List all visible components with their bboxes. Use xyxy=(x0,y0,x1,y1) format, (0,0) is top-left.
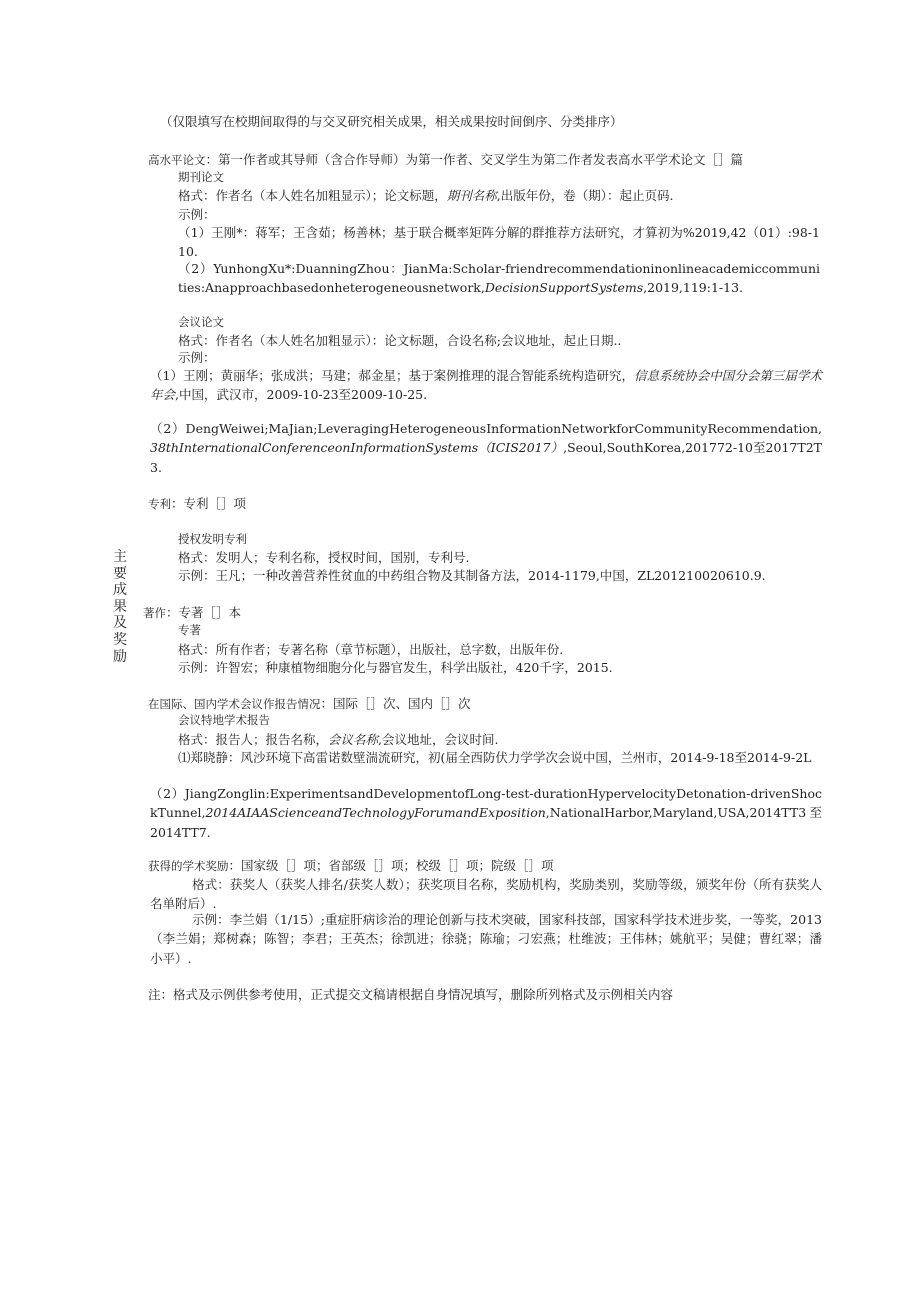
monographs-example: 示例：许智宏；种康植物细胞分化与器官发生，科学出版社，420千字，2015. xyxy=(178,660,613,675)
journal-example-2-italic: DecisionSupportSystems xyxy=(484,280,644,296)
journal-example-2-text: （2）YunhongXu*:DuanningZhou：JianMa:Scholar-friendrecommendationinonlineacademiccommunities:Anapproachbasedonheterogeneousnetwork, xyxy=(178,261,820,296)
papers-heading xyxy=(148,150,828,170)
reports-example-2-text: （2）JiangZonglin:ExperimentsandDevelopmentofLong-test-durationHypervelocityDetonation-drivenShockTunnel, xyxy=(150,786,822,821)
monographs-subheading: 专著 xyxy=(178,623,201,637)
reports-example-2-tail: ,NationalHarbor,Maryland,USA,2014TT3至2014TT7. xyxy=(150,805,822,840)
patents-heading xyxy=(148,494,790,514)
awards-heading xyxy=(148,856,790,876)
reports-example-2 xyxy=(150,784,822,842)
journal-format xyxy=(178,186,820,205)
patents-heading-text: ：专利［］项 xyxy=(171,496,247,511)
awards-heading-text: ：国家级［］项；省部级［］项；校级［］项；院级［］项 xyxy=(228,858,554,873)
reports-example-1: ⑴郑晓静：风沙环境下高雷诺数壁湍流研究，初(届全西防伏力学学次会说中国，兰州市，2014-9-18至2014-9-2L xyxy=(178,750,812,765)
monographs-heading-label: 著作 xyxy=(143,606,166,620)
reports-heading xyxy=(148,694,790,714)
conference-example-1-italic: 信息系统协会中国分会第三届学术年会 xyxy=(150,368,822,403)
conference-format: 格式：作者名（本人姓名加粗显示）：论文标题，合设名称;会议地址，起止日期.. xyxy=(178,333,622,348)
journal-subheading: 期刊论文 xyxy=(178,170,224,184)
conference-example-2 xyxy=(150,419,822,477)
reports-heading-label: 在国际、国内学术会议作报告情况 xyxy=(148,697,321,711)
journal-example-label: 示例： xyxy=(178,207,216,222)
patents-format: 格式：发明人；专利名称，授权时间，国别，专利号. xyxy=(178,550,470,565)
awards-heading-label: 获得的学术奖励 xyxy=(148,859,229,873)
monographs-format: 格式：所有作者；专著名称（章节标题），出版社，总字数，出版年份. xyxy=(178,642,564,657)
journal-format-italic: 期刊名称 xyxy=(446,188,497,203)
reports-subheading: 会议特地学术报告 xyxy=(178,713,270,727)
conference-subheading: 会议论文 xyxy=(178,315,224,329)
intro-note: （仅限填写在校期间取得的与交叉研究相关成果，相关成果按时间倒序、分类排序） xyxy=(160,114,623,129)
journal-example-2-tail: ,2019,119:1-13. xyxy=(643,280,744,296)
monographs-heading xyxy=(143,603,785,623)
journal-format-tail: ,出版年份，卷（期）：起止页码. xyxy=(496,188,674,203)
reports-example-2-italic: 2014AIAAScienceandTechnologyForumandExposition xyxy=(205,805,546,821)
side-label: 主要成果及奖励 xyxy=(113,549,127,665)
reports-format-text: 格式：报告人；报告名称， xyxy=(178,732,329,747)
journal-example-2 xyxy=(178,259,820,298)
conference-example-1 xyxy=(150,366,822,405)
awards-example: 示例：李兰娟（1/15）;重症肝病诊治的理论创新与技术突破，国家科技部，国家科学技术进步奖，一等奖，2013（李兰娟；郑树森；陈智；李君；王英杰；徐凯进；徐骁；陈瑜；刁宏燕；杜维波；王伟林；姚航平；吴健；曹红翠；潘小平）. xyxy=(150,912,822,966)
conference-example-1-tail: ,中国，武汉市，2009-10-23至2009-10-25. xyxy=(175,387,428,403)
patents-example: 示例：王凡；一种改善营养性贫血的中药组合物及其制备方法，2014-1179,中国，ZL201210020610.9. xyxy=(178,568,766,583)
papers-heading-label: 高水平论文 xyxy=(148,153,206,167)
reports-format xyxy=(178,730,820,749)
papers-heading-text: ：第一作者或其导师（含合作导师）为第一作者、交叉学生为第二作者发表高水平学术论文［］篇 xyxy=(205,152,744,167)
conference-example-1-text: （1）王刚；黄丽华；张成洪；马建；郝金星；基于案例推理的混合智能系统构造研究， xyxy=(150,368,635,383)
reports-heading-text: ：国际［］次、国内［］次 xyxy=(320,696,471,711)
patents-heading-label: 专利 xyxy=(148,497,171,511)
conference-example-label: 示例： xyxy=(178,350,216,365)
conference-example-2-text: （2）DengWeiwei;MaJian;LeveragingHeterogeneousInformationNetworkforCommunityRecommendation, xyxy=(150,421,822,436)
conference-example-2-tail: ,Seoul,SouthKorea,201772-10至2017T2T3. xyxy=(150,440,822,475)
journal-format-text: 格式：作者名（本人姓名加粗显示）；论文标题， xyxy=(178,188,447,203)
awards-format: 格式：获奖人（获奖人排名/获奖人数）；获奖项目名称，奖励机构，奖励类别，奖励等级，颁奖年份（所有获奖人名单附后）. xyxy=(150,877,822,912)
conference-example-2-italic: 38thInternationalConferenceonInformationSystems（ICIS2017） xyxy=(150,440,564,456)
reports-format-italic: 会议名称 xyxy=(328,732,379,747)
journal-example-1: （1）王刚*：蒋军；王含茹；杨善林；基于联合概率矩阵分解的群推荐方法研究，才算初为%2019,42（01）:98-110. xyxy=(178,225,820,260)
footer-note: 注：格式及示例供参考使用，正式提交文稿请根据自身情况填写，删除所列格式及示例相关内容 xyxy=(148,987,674,1002)
reports-format-tail: ,会议地址，会议时间. xyxy=(378,732,499,747)
monographs-heading-text: ：专著［］本 xyxy=(166,605,242,620)
patents-subheading: 授权发明专利 xyxy=(178,532,247,546)
